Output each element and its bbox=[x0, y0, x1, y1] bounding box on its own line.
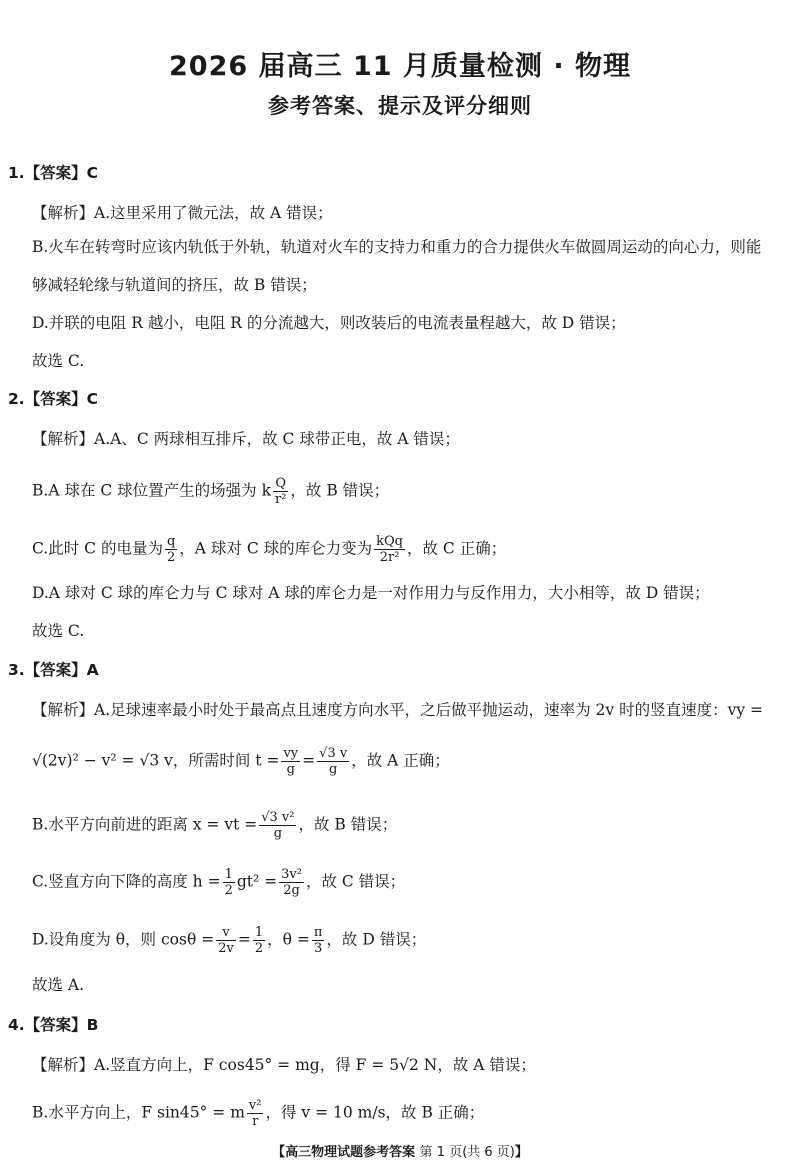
q1-analysis-a: 【解析】A.这里采用了微元法，故 A 错误； bbox=[32, 204, 333, 222]
q4-answer: 4.【答案】B bbox=[8, 1016, 99, 1034]
q2-analysis-c bbox=[32, 534, 506, 565]
q3-c-fraction-1 bbox=[223, 867, 235, 898]
q3-c-den1: 2 bbox=[224, 883, 233, 898]
q1-analysis-b: B.火车在转弯时应该内轨低于外轨，轨道对火车的支持力和重力的合力提供火车做圆周运动的向心力，则能 bbox=[32, 238, 762, 256]
q3-b-num: √3 v² bbox=[261, 810, 295, 825]
q2-answer: 2.【答案】C bbox=[8, 390, 99, 408]
footer-page-number: 第 1 页(共 6 页) bbox=[419, 1145, 515, 1160]
q4-b-num: v² bbox=[248, 1098, 262, 1113]
q2-analysis-d: D.A 球对 C 球的库仑力与 C 球对 A 球的库仑力是一对作用力与反作用力，大小相等，故 D 错误； bbox=[32, 584, 710, 602]
q2-c-num1: q bbox=[166, 534, 176, 549]
q3-analysis-a: 【解析】A.足球速率最小时处于最高点且速度方向水平，之后做平抛运动，速率为 2v 时的竖直速度：vy = bbox=[32, 701, 764, 719]
q3-a-num2: √3 v bbox=[319, 746, 348, 761]
q3-b-tail: ，故 B 错误； bbox=[298, 815, 398, 834]
q3-c-text: C.竖直方向下降的高度 h = bbox=[32, 872, 221, 891]
q1-analysis-d: D.并联的电阻 R 越小，电阻 R 的分流越大，则改装后的电流表量程越大，故 D 错误； bbox=[32, 314, 626, 332]
q3-analysis-b bbox=[32, 810, 397, 841]
q3-c-num1: 1 bbox=[224, 867, 233, 882]
q3-d-den1: 2v bbox=[218, 941, 234, 956]
q3-c-den2: 2g bbox=[283, 883, 300, 898]
q3-a-den1: g bbox=[286, 762, 295, 777]
q3-d-mid: ，θ = bbox=[267, 930, 310, 949]
q3-c-tail: ，故 C 错误； bbox=[305, 872, 406, 891]
q2-b-fraction bbox=[273, 476, 288, 507]
q3-d-num1: v bbox=[216, 925, 236, 941]
q4-analysis-a: 【解析】A.竖直方向上，F cos45° = mg，得 F = 5√2 N，故 A 错误； bbox=[32, 1056, 536, 1074]
q3-d-den3: 3 bbox=[313, 941, 323, 956]
q2-b-tail: ，故 B 错误； bbox=[290, 481, 390, 500]
q3-b-text: B.水平方向前进的距离 x = vt = bbox=[32, 815, 258, 834]
page-subtitle: 参考答案、提示及评分细则 bbox=[268, 94, 532, 118]
q3-conclusion: 故选 A. bbox=[32, 976, 85, 994]
q3-answer: 3.【答案】A bbox=[8, 661, 99, 679]
q3-d-fraction-3 bbox=[312, 925, 325, 956]
q1-analysis-b-cont: 够减轻轮缘与轨道间的挤压，故 B 错误； bbox=[32, 276, 317, 294]
q1-answer: 1.【答案】C bbox=[8, 164, 99, 182]
q3-a-fraction-2 bbox=[317, 746, 349, 777]
q4-b-den: r bbox=[252, 1114, 259, 1129]
q3-d-fraction-2 bbox=[253, 925, 265, 956]
q3-a-num1: vy bbox=[283, 746, 299, 761]
q2-c-text: C.此时 C 的电量为 bbox=[32, 539, 163, 558]
q3-d-num3: π bbox=[313, 925, 323, 940]
q2-c-fraction-1 bbox=[165, 534, 177, 565]
q3-d-eq: = bbox=[237, 930, 251, 949]
q1-conclusion: 故选 C. bbox=[32, 352, 85, 370]
q3-a-fraction-1 bbox=[281, 746, 300, 777]
q3-d-den2: 2 bbox=[254, 941, 264, 956]
q4-analysis-b bbox=[32, 1098, 484, 1129]
q4-b-fraction bbox=[247, 1098, 264, 1129]
q3-c-mid: gt² = bbox=[236, 872, 278, 891]
q3-b-den: g bbox=[273, 826, 283, 841]
q2-c-tail: ，故 C 正确； bbox=[406, 539, 507, 558]
q2-c-den2: 2r² bbox=[379, 550, 400, 565]
footer-bracket: 】 bbox=[514, 1145, 528, 1160]
q3-a-den2: g bbox=[329, 762, 338, 777]
q2-analysis-a: 【解析】A.A、C 两球相互排斥，故 C 球带正电，故 A 错误； bbox=[32, 430, 460, 448]
q3-d-num2: 1 bbox=[254, 925, 264, 940]
q4-b-text: B.水平方向上，F sin45° = m bbox=[32, 1103, 245, 1122]
footer-label: 【高三物理试题参考答案 bbox=[272, 1145, 416, 1160]
q2-c-num2: kQq bbox=[376, 534, 403, 549]
q3-d-tail: ，故 D 错误； bbox=[326, 930, 427, 949]
q3-analysis-c bbox=[32, 867, 405, 898]
q4-b-tail: ，得 v = 10 m/s，故 B 正确； bbox=[265, 1103, 485, 1122]
page-title: 2026 届高三 11 月质量检测 · 物理 bbox=[169, 51, 631, 82]
q2-c-den1: 2 bbox=[166, 550, 176, 565]
q3-d-fraction-1 bbox=[216, 925, 236, 956]
q3-a-tail: ，故 A 正确； bbox=[351, 751, 450, 770]
q3-analysis-a-cont bbox=[32, 746, 450, 777]
q3-d-text: D.设角度为 θ，则 cosθ = bbox=[32, 930, 215, 949]
q2-c-fraction-2 bbox=[374, 534, 405, 565]
q3-c-fraction-2 bbox=[279, 867, 304, 898]
q2-conclusion: 故选 C. bbox=[32, 622, 85, 640]
q2-analysis-b bbox=[32, 476, 389, 507]
q3-a-text: √(2v)² − v² = √3 v，所需时间 t = bbox=[32, 751, 280, 770]
q3-analysis-d bbox=[32, 925, 426, 956]
q2-b-text: B.A 球在 C 球位置产生的场强为 k bbox=[32, 481, 271, 500]
q3-c-num2: 3v² bbox=[281, 867, 302, 882]
q2-b-num: Q bbox=[273, 476, 288, 492]
page-footer bbox=[0, 1141, 800, 1160]
q3-b-fraction bbox=[259, 810, 296, 841]
q2-b-den: r² bbox=[274, 492, 287, 507]
q2-c-mid: ，A 球对 C 球的库仑力变为 bbox=[179, 539, 373, 558]
q3-a-eq: = bbox=[302, 751, 316, 770]
